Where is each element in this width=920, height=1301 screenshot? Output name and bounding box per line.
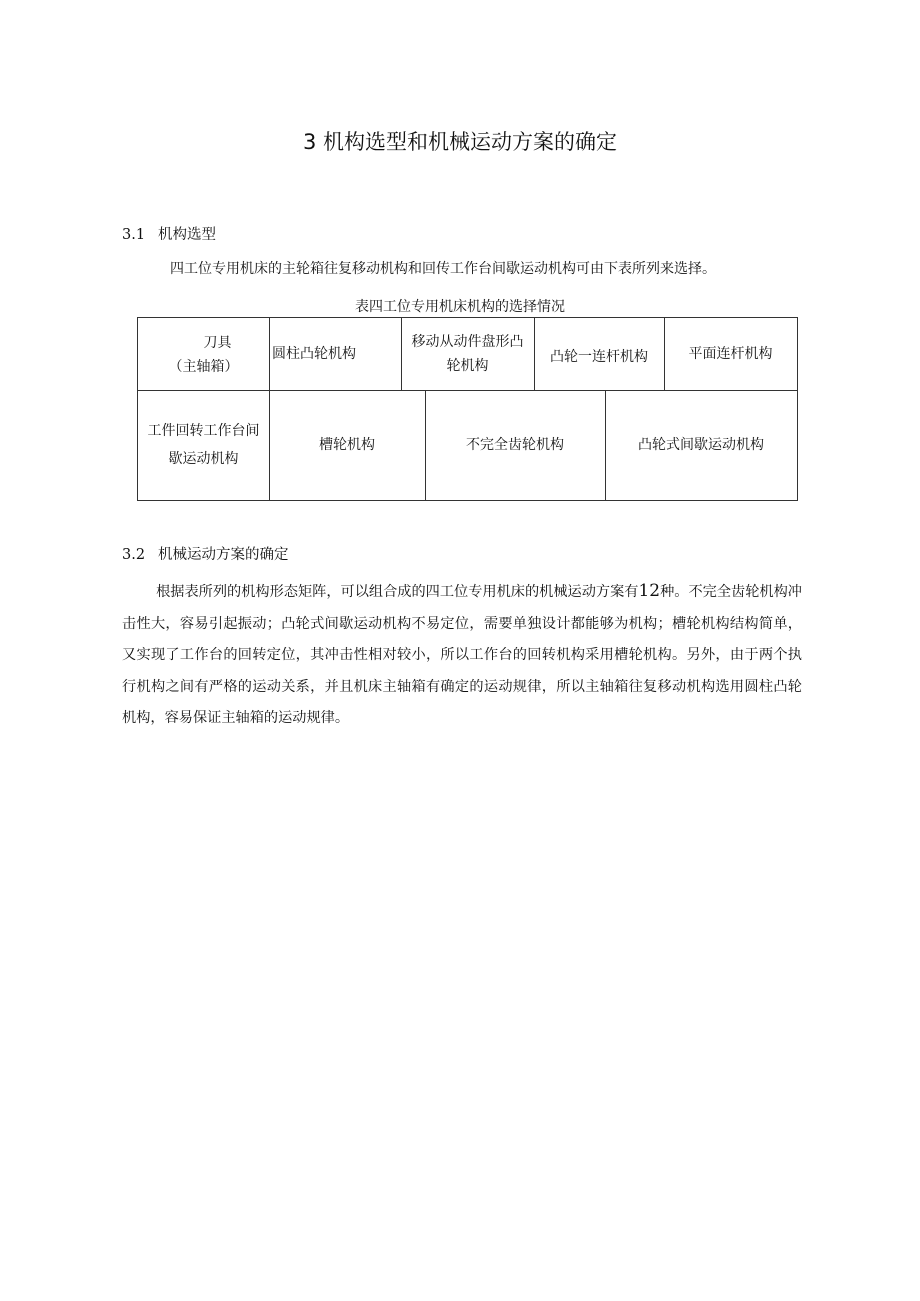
table-cell [534, 318, 664, 390]
cell-text: 平面连杆机构 [688, 346, 773, 362]
page-title: 3 机构选型和机械运动方案的确定 [302, 130, 618, 154]
table-cell [425, 390, 605, 500]
section-heading-3-1 [122, 223, 216, 244]
paragraph-text: 种。不完全齿轮机构冲击性大，容易引起振动；凸轮式间歇运动机构不易定位，需要单独设计都能够为机构；槽轮机构结构简单，又实现了工作台的回转定位，其冲击性相对较小，所以工作台的回转机构采用槽轮机构。另外，由于两个执行机构之间有严格的运动关系，并且机床主轴箱有确定的运动规律，所以主轴箱往复移动机构选用圆柱凸轮机构，容易保证主轴箱的运动规律。 [122, 584, 802, 726]
scheme-count: 12 [638, 581, 661, 601]
cell-text: 移动从动件盘形凸 [411, 334, 524, 350]
intro-paragraph: 四工位专用机床的主轮箱往复移动机构和回传工作台间歇运动机构可由下表所列来选择。 [170, 261, 716, 277]
row-header-line: 歇运动机构 [168, 451, 239, 467]
table-cell [664, 318, 797, 390]
table-cell [269, 318, 401, 390]
cell-text: 不完全齿轮机构 [466, 437, 564, 453]
cell-text: 轮机构 [446, 358, 489, 374]
section-number: 3.1 [122, 227, 146, 243]
cell-text: 凸轮一连杆机构 [550, 349, 648, 365]
cell-text: 圆柱凸轮机构 [272, 346, 356, 362]
row-header-line: 刀具 [203, 335, 232, 351]
row-header-line: （主轴箱） [168, 359, 239, 375]
section-title: 机构选型 [158, 227, 216, 243]
table-caption: 表四工位专用机床机构的选择情况 [355, 299, 565, 315]
cell-text: 槽轮机构 [319, 437, 375, 453]
paragraph [122, 576, 802, 735]
table-cell [605, 390, 797, 500]
table-cell [401, 318, 534, 390]
section-title: 机械运动方案的确定 [158, 547, 289, 563]
section-number: 3.2 [122, 547, 146, 563]
table-row-header-tool [138, 318, 269, 390]
section-heading-3-2 [122, 543, 289, 564]
body-paragraph [122, 576, 802, 735]
row-header-line: 工件回转工作台间 [147, 423, 260, 439]
table-cell [269, 390, 425, 500]
paragraph-text: 根据表所列的机构形态矩阵，可以组合成的四工位专用机床的机械运动方案有 [156, 584, 639, 600]
mechanism-selection-table [137, 317, 798, 501]
cell-text: 凸轮式间歇运动机构 [638, 437, 764, 453]
table-row-header-workpiece [138, 390, 269, 500]
